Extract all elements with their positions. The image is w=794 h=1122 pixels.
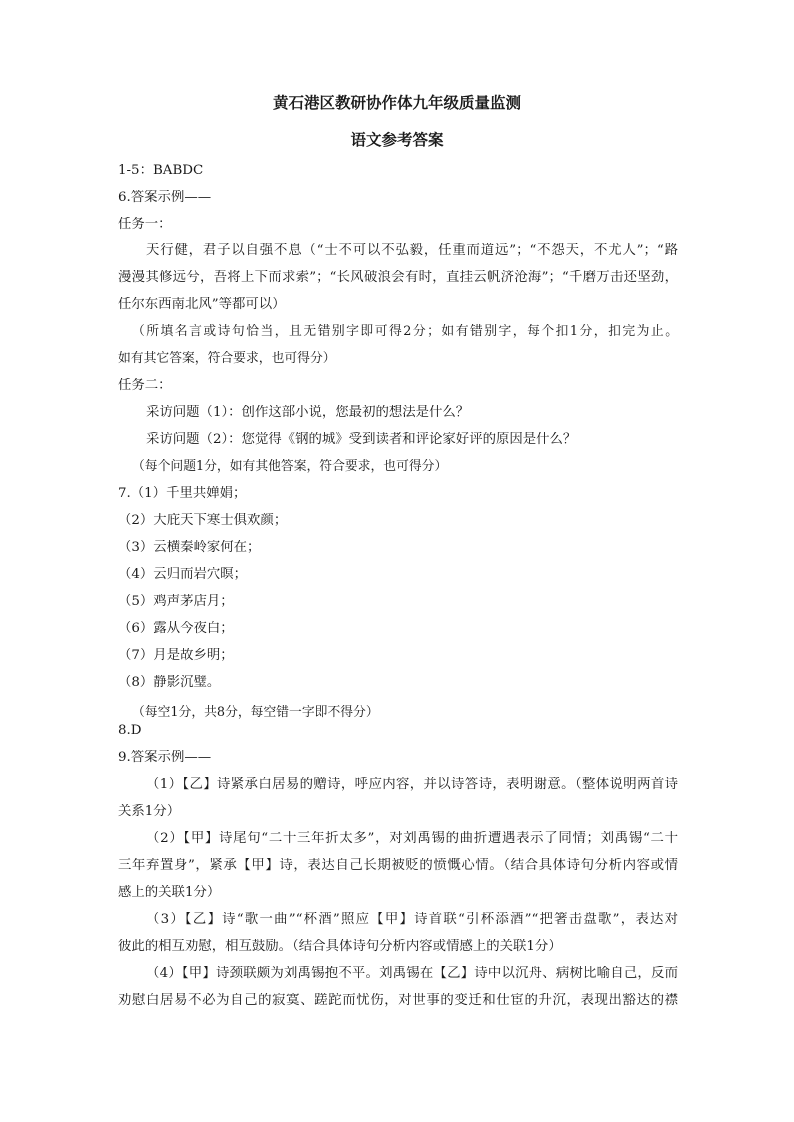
page-subtitle: 语文参考答案 [350, 131, 444, 149]
task-one-text-line: 任尔东西南北风”等都可以） [118, 297, 286, 312]
task-two-heading: 任务二： [118, 378, 172, 393]
task-one-heading: 任务一： [118, 217, 172, 232]
answer-1-5: 1-5：BABDC [118, 163, 204, 178]
task-one-scoring-note: 如有其它答案，符合要求，也可得分） [118, 351, 336, 366]
answer-9-text-line: （3）【乙】诗“歌一曲”“杯酒”照应【甲】诗首联“引杯添酒”“把箸击盘歌”，表达对 [146, 912, 678, 927]
answer-7-item: （2）大庇天下寒士俱欢颜； [118, 513, 288, 528]
answer-9-text-line: 劝慰白居易不必为自己的寂寞、蹉跎而忧伤，对世事的变迁和仕宦的升沉，表现出豁达的襟 [118, 993, 678, 1008]
answer-7-item: （4）云归而岩穴暝； [118, 567, 248, 582]
answer-7-item: （7）月是故乡明； [118, 648, 234, 663]
page-title: 黄石港区教研协作体九年级质量监测 [272, 94, 521, 112]
task-one-text-line: 天行健，君子以自强不息（“士不可以不弘毅，任重而道远”；“不怨天，不尤人”；“路 [146, 243, 678, 258]
answer-7-item: （5）鸡声茅店月； [118, 594, 234, 609]
answer-7-item: （3）云横秦岭家何在； [118, 540, 261, 555]
task-two-scoring-note: （每个问题1分，如有其他答案，符合要求，也可得分） [132, 459, 448, 474]
answer-9-text-line: （4）【甲】诗颈联颇为刘禹锡抱不平。刘禹锡在【乙】诗中以沉舟、病树比喻自己，反而 [146, 966, 678, 981]
answer-9-text-line: 三年弃置身”，紧承【甲】诗，表达自己长期被贬的愤慨心情。（结合具体诗句分析内容或情 [118, 858, 678, 873]
answer-9-text-line: 彼此的相互劝慰，相互鼓励。（结合具体诗句分析内容或情感上的关联1分） [118, 939, 562, 954]
answer-9-text-line: 关系1分） [118, 804, 181, 819]
answer-9-text-line: 感上的关联1分） [118, 885, 221, 900]
answer-7-item: （6）露从今夜白； [118, 621, 234, 636]
answer-7-item: 7.（1）千里共婵娟； [118, 486, 247, 501]
answer-9-text-line: （2）【甲】诗尾句“二十三年折太多”，对刘禹锡的曲折遭遇表示了同情；刘禹锡“二十 [146, 831, 678, 846]
answer-7-scoring-note: （每空1分，共8分，每空错一字即不得分） [132, 705, 379, 720]
interview-question-2: 采访问题（2）：您觉得《钢的城》受到读者和评论家好评的原因是什么？ [146, 432, 577, 447]
task-one-scoring-note: （所填名言或诗句恰当，且无错别字即可得2分；如有错别字，每个扣1分，扣完为止。 [132, 324, 678, 339]
answer-9-heading: 9.答案示例—— [118, 750, 212, 765]
answer-6-heading: 6.答案示例—— [118, 190, 212, 205]
interview-question-1: 采访问题（1）：创作这部小说，您最初的想法是什么？ [146, 405, 470, 420]
task-one-text-line: 漫漫其修远兮，吾将上下而求索”；“长风破浪会有时，直挂云帆济沧海”；“千磨万击还坚劲， [118, 270, 678, 285]
answer-8: 8.D [118, 723, 142, 738]
answer-7-item: （8）静影沉璧。 [118, 675, 221, 690]
answer-9-text-line: （1）【乙】诗紧承白居易的赠诗，呼应内容，并以诗答诗，表明谢意。（整体说明两首诗 [146, 777, 678, 792]
